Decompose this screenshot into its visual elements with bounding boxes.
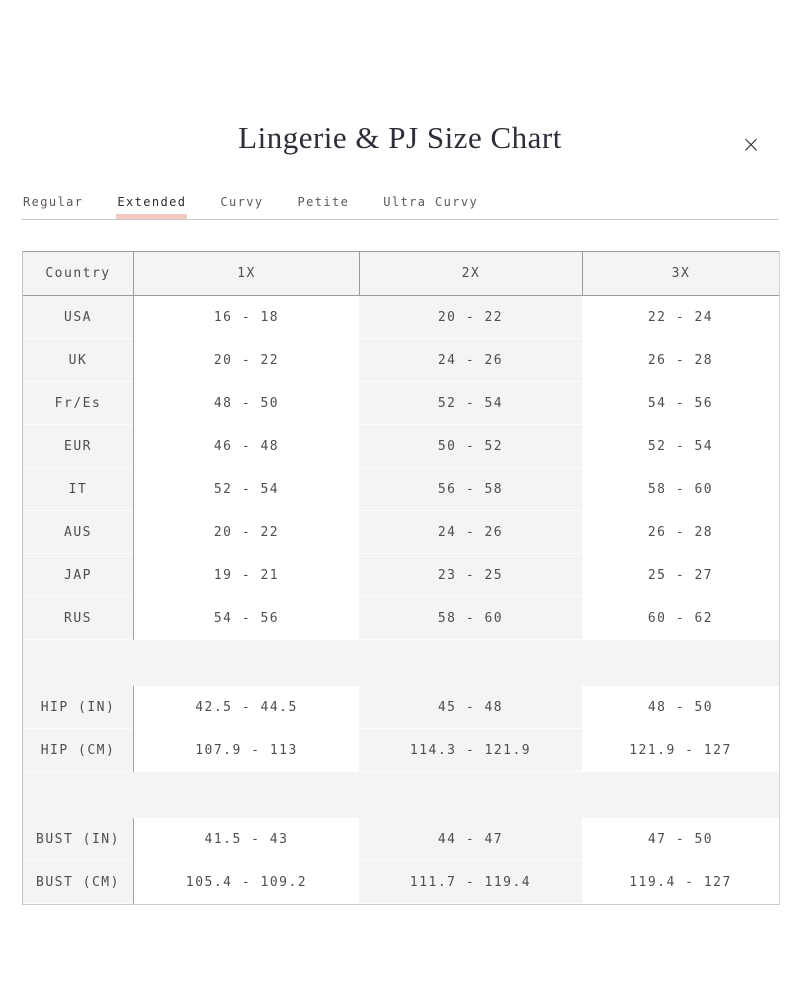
country-cell: EUR [23, 425, 133, 468]
size-cell: 50 - 52 [359, 425, 582, 468]
measure-label-cell: HIP (IN) [23, 686, 133, 729]
size-cell: 25 - 27 [582, 554, 779, 597]
header-2x: 2X [359, 252, 582, 295]
size-cell: 121.9 - 127 [582, 729, 779, 772]
size-cell: 54 - 56 [582, 382, 779, 425]
size-chart-table [22, 251, 780, 905]
table-row [23, 861, 779, 904]
size-cell: 56 - 58 [359, 468, 582, 511]
size-cell: 44 - 47 [359, 818, 582, 861]
country-cell: IT [23, 468, 133, 511]
tab-curvy[interactable]: Curvy [220, 195, 264, 209]
header-3x: 3X [582, 252, 779, 295]
country-cell: USA [23, 296, 133, 339]
size-cell: 60 - 62 [582, 597, 779, 640]
table-row [23, 554, 779, 597]
size-cell: 54 - 56 [133, 597, 359, 640]
size-cell: 46 - 48 [133, 425, 359, 468]
size-cell: 24 - 26 [359, 339, 582, 382]
size-cell: 16 - 18 [133, 296, 359, 339]
table-row [23, 686, 779, 729]
size-cell: 45 - 48 [359, 686, 582, 729]
header-1x: 1X [133, 252, 359, 295]
size-cell: 52 - 54 [133, 468, 359, 511]
measure-label-cell: BUST (CM) [23, 861, 133, 904]
page-title: Lingerie & PJ Size Chart [238, 120, 562, 155]
table-row [23, 425, 779, 468]
close-icon[interactable]: × [734, 128, 768, 162]
size-cell: 22 - 24 [582, 296, 779, 339]
table-row [23, 339, 779, 382]
table-row [23, 818, 779, 861]
tab-petite[interactable]: Petite [297, 195, 350, 209]
header-country: Country [23, 252, 133, 295]
size-cell: 105.4 - 109.2 [133, 861, 359, 904]
section-spacer [23, 772, 779, 818]
size-cell: 20 - 22 [133, 339, 359, 382]
size-cell: 52 - 54 [359, 382, 582, 425]
table-header-row [23, 251, 779, 296]
size-cell: 58 - 60 [359, 597, 582, 640]
table-row [23, 597, 779, 640]
table-row [23, 382, 779, 425]
country-cell: JAP [23, 554, 133, 597]
size-cell: 47 - 50 [582, 818, 779, 861]
tab-regular[interactable]: Regular [23, 195, 84, 209]
tab-ultra-curvy[interactable]: Ultra Curvy [383, 195, 479, 209]
country-cell: UK [23, 339, 133, 382]
table-row [23, 511, 779, 554]
section-spacer [23, 640, 779, 686]
country-cell: RUS [23, 597, 133, 640]
size-cell: 58 - 60 [582, 468, 779, 511]
size-cell: 114.3 - 121.9 [359, 729, 582, 772]
size-cell: 48 - 50 [582, 686, 779, 729]
size-cell: 26 - 28 [582, 511, 779, 554]
size-cell: 20 - 22 [359, 296, 582, 339]
size-cell: 23 - 25 [359, 554, 582, 597]
size-cell: 24 - 26 [359, 511, 582, 554]
country-cell: Fr/Es [23, 382, 133, 425]
size-chart-tabs [22, 195, 778, 220]
table-row [23, 729, 779, 772]
size-cell: 26 - 28 [582, 339, 779, 382]
size-cell: 42.5 - 44.5 [133, 686, 359, 729]
size-cell: 19 - 21 [133, 554, 359, 597]
size-cell: 107.9 - 113 [133, 729, 359, 772]
size-cell: 111.7 - 119.4 [359, 861, 582, 904]
tab-extended[interactable]: Extended [116, 195, 187, 219]
table-row [23, 296, 779, 339]
size-cell: 52 - 54 [582, 425, 779, 468]
size-cell: 41.5 - 43 [133, 818, 359, 861]
size-cell: 119.4 - 127 [582, 861, 779, 904]
size-cell: 20 - 22 [133, 511, 359, 554]
size-cell: 48 - 50 [133, 382, 359, 425]
country-cell: AUS [23, 511, 133, 554]
measure-label-cell: BUST (IN) [23, 818, 133, 861]
measure-label-cell: HIP (CM) [23, 729, 133, 772]
table-row [23, 468, 779, 511]
